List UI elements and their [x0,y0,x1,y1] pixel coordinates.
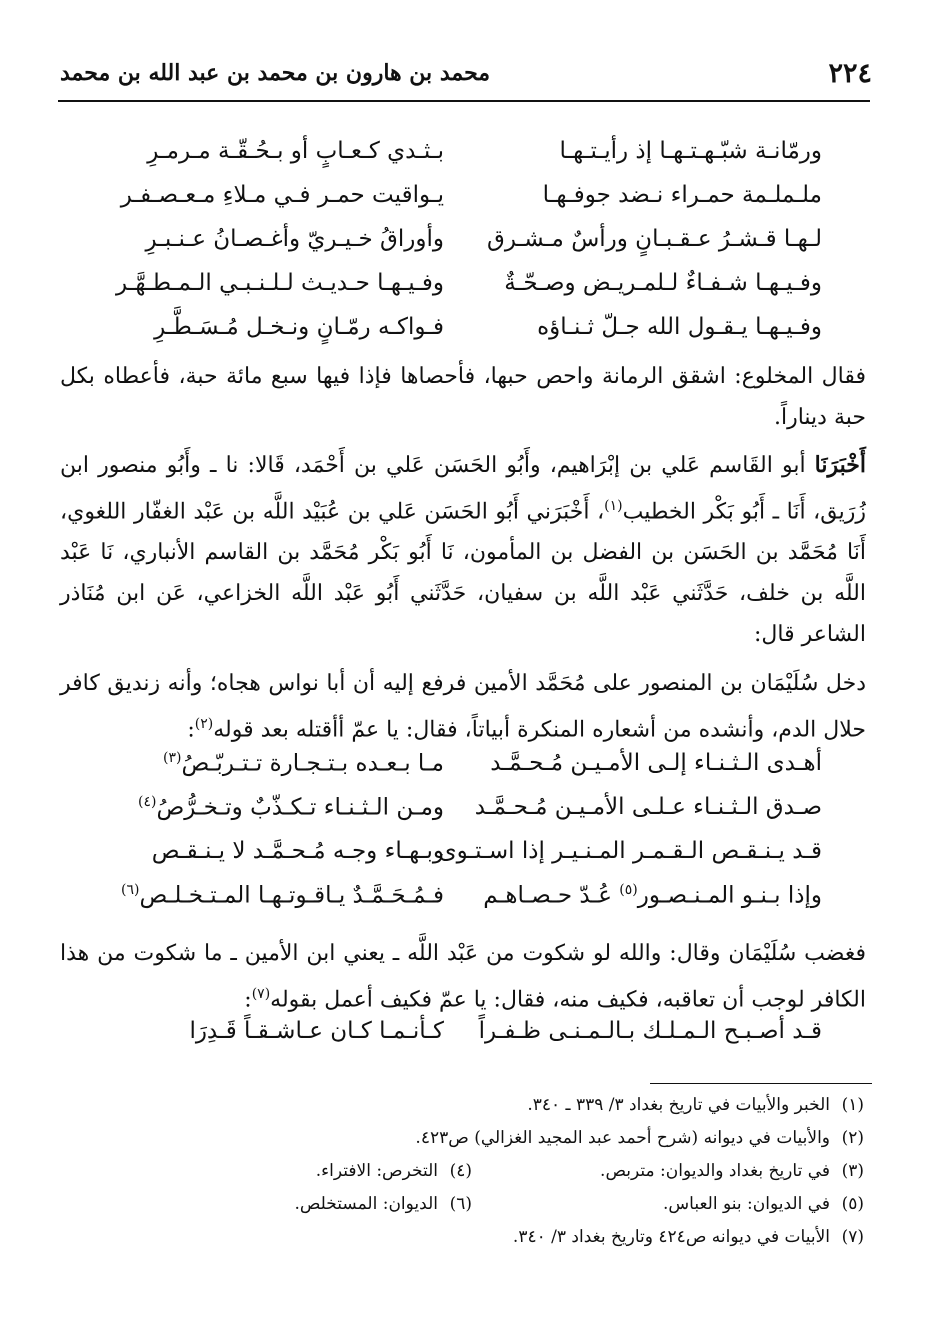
paragraph-suleiman-complaint [60,663,866,750]
verse-second-hemistich: كـأنـمـا كـان عـاشـقـاً قَـدِرَا [189,1018,444,1044]
hemistich-text: وإذا بـنـو المـنـصـور [637,882,822,909]
footnote-row [60,1194,872,1227]
footnote-ref-3: (٣) [163,750,182,766]
poem-praise-amin [60,750,872,926]
verse-second-hemistich: يـواقيت حمـر فـي مـلاءِ مـعـصـفـر [120,182,444,208]
running-title: محمد بن هارون بن محمد بن عبد الله بن محمد [60,60,491,86]
paragraph-isnad [60,445,866,655]
footnote-number: (١) [841,1095,864,1115]
footnote-ref-1: (١) [604,498,623,514]
footnote-3 [600,1161,864,1181]
footnote-number: (٧) [841,1227,864,1247]
footnote-text: والأبيات في ديوانه (شرح أحمد عبد المجيد الغزالي) ص٤٢٣. [415,1128,830,1148]
footnote-row [60,1128,872,1161]
hemistich-text-tail: عُـدّ حـصـاهـم [483,882,620,909]
verse-first-hemistich: لـهـا قـشـرُ عـقـبـانٍ ورأسٌ مـشـرق [487,226,822,252]
footnote-ref-4: (٤) [137,794,157,810]
verse-line [60,882,872,926]
verse-line [60,138,872,182]
isnad-text-start: أبو القَاسم عَلي بن إبْرَاهيم، وأَبُو الحَسَن عَلي بن أَحْمَد، قَالا: نا ـ وأَبُو منصور ابن زُرَيق، أَنَا ـ أَبُو بَكْر الخطيب [60,453,866,525]
page-number: ٢٢٤ [828,58,872,89]
footnote-text: في تاريخ بغداد والديوان: متربص. [600,1161,830,1181]
verse-line [60,794,872,838]
verse-first-hemistich: وفـيـهـا شـفـاءٌ لـلمـريـض وصـحّـةٌ [504,270,822,296]
footnote-number: (٥) [841,1194,864,1214]
hemistich-text: ومـن الـثـنـاء تـكـذّبٌ وتـخـرُّصُ [156,794,444,821]
footnote-5 [663,1194,864,1214]
verse-first-hemistich: وفـيـهـا يـقـول الله جـلّ ثـنـاؤه [537,314,822,340]
paragraph-text-start: دخل سُلَيْمَان بن المنصور على مُحَمَّد الأمين فرفع إليه أن أبا نواس هجاه؛ وأنه زنديق كافر حلال الدم، وأنشده من أشعاره المنكرة أبياتاً، فقال: يا عمّ أأقتله بعد قوله [60,671,866,743]
footnote-row [60,1095,872,1128]
verse-first-hemistich: قـد يـنـقـص الـقـمـر المـنـيـر إذا اسـتـوى [438,838,822,864]
footnote-4 [316,1161,472,1181]
verse-first-hemistich: قـد أصـبـح الـمـلـك بـالـمـنـى ظـفـراً [478,1018,822,1044]
footnote-text: الأبيات في ديوانه ص٤٢٤ وتاريخ بغداد ٣/ ٣٤٠. [512,1227,830,1247]
footnote-2 [415,1128,864,1148]
verse-second-hemistich: فـواكـه رمّـانٍ ونـخـل مُـسَـطَّـرِ [154,314,444,340]
isnad-text-end: ، أَخْبَرَني أَبُو الحَسَن عَلي بن عُبَيْد اللَّه بن عَبْد الغفّار اللغوي، أَنَا مُحَمَّد بن الحَسَن بن الفضل بن المأمون، نَا أَبُو بَكْر مُحَمَّد بن القاسم الأنباري، نَا عَبْد اللَّه بن خلف، حَدَّثَني عَبْد اللَّه بن سفيان، حَدَّثَني أَبُو عَبْد اللَّه الخزاعي، عَن ابن مُنَاذر الشاعر قال: [60,499,866,648]
verse-second-hemistich [84,882,444,909]
footnote-ref-6: (٦) [120,882,140,898]
paragraph-text-end: : [244,987,252,1013]
footnote-ref-2: (٢) [194,716,214,732]
verse-second-hemistich [84,794,444,821]
isnad-lead-word: أَخْبَرَنَا [814,452,866,478]
verse-second-hemistich: بـثـدي كـعـابٍ أو بـحُـقّـة مـرمـرِ [147,138,444,164]
paragraph-text-start: فغضب سُلَيْمَان وقال: والله لو شكوت من عَبْد اللَّه ـ يعني ابن الأمين ـ ما شكوت من هذا الكافر لوجب أن تعاقبه، فكيف منه، فقال: يا عمّ فكيف أعمل بقوله [60,941,866,1013]
paragraph-caliph-reward: فقال المخلوع: اشقق الرمانة واحص حبها، فأحصاها فإذا فيها سبع مائة حبة، فأعطاه بكل حبة ديناراً. [60,364,866,430]
footnote-text: الخبر والأبيات في تاريخ بغداد ٣/ ٣٣٩ ـ ٣٤٠. [527,1095,830,1115]
poem-pomegranate [60,138,872,358]
verse-first-hemistich [483,882,822,909]
verse-line [60,270,872,314]
verse-first-hemistich: ملـملـمة حمـراء نـضد جوفـهـا [542,182,822,208]
verse-second-hemistich: وفـيـهـا حـديـث لـلـنـبـي الـمـطـهَّـر [116,270,444,296]
verse-line [60,1018,872,1062]
footnote-number: (٣) [841,1161,864,1181]
footnote-number: (٢) [841,1128,864,1148]
footnote-6 [294,1194,472,1214]
footnote-text: الديوان: المستخلص. [294,1194,438,1214]
header-rule [58,100,870,102]
verse-second-hemistich: وبـهـاء وجـه مُـحـمَّـد لا يـنـقـص [151,838,444,864]
footnote-ref-7: (٧) [251,986,271,1002]
poem-kingdom [60,1018,872,1062]
footnote-number: (٤) [449,1161,472,1181]
verse-line [60,314,872,358]
footnote-7 [513,1227,864,1247]
footnote-text: في الديوان: بنو العباس. [663,1194,830,1214]
footnote-row [60,1161,872,1194]
verse-first-hemistich: أهـدى الـثـنـاء إلـى الأمـيـن مُـحـمَّـد [490,750,822,776]
footnote-text: التخرص: الافتراء. [315,1161,438,1181]
verse-line [60,182,872,226]
footnote-number: (٦) [449,1194,472,1214]
hemistich-text: مـا بـعـده بـتـجـارة تـتـربّـصُ [181,750,444,777]
verse-line [60,226,872,270]
paragraph-suleiman-anger [60,933,866,1020]
footnote-separator [650,1083,872,1084]
footnote-1 [527,1095,864,1115]
verse-second-hemistich [84,750,444,777]
hemistich-text: فـمُـحَـمَّـدٌ يـاقـوتـهـا المـتـخـلـص [139,882,444,909]
paragraph-text-end: : [187,717,195,743]
footnote-ref-5: (٥) [619,882,638,898]
verse-first-hemistich: ورمّانـة شبّـهـتـهـا إذ رأيـتـهـا [559,138,822,164]
verse-second-hemistich: وأوراقُ خـيـريّ وأغـصـانُ عـنـبـرِ [145,226,444,252]
footnote-row [60,1227,872,1260]
verse-first-hemistich: صـدق الـثـنـاء عـلـى الأمـيـن مُـحـمَّـد [474,794,822,820]
footnotes [60,1095,872,1260]
verse-line [60,750,872,794]
verse-line [60,838,872,882]
page-header [60,58,872,98]
